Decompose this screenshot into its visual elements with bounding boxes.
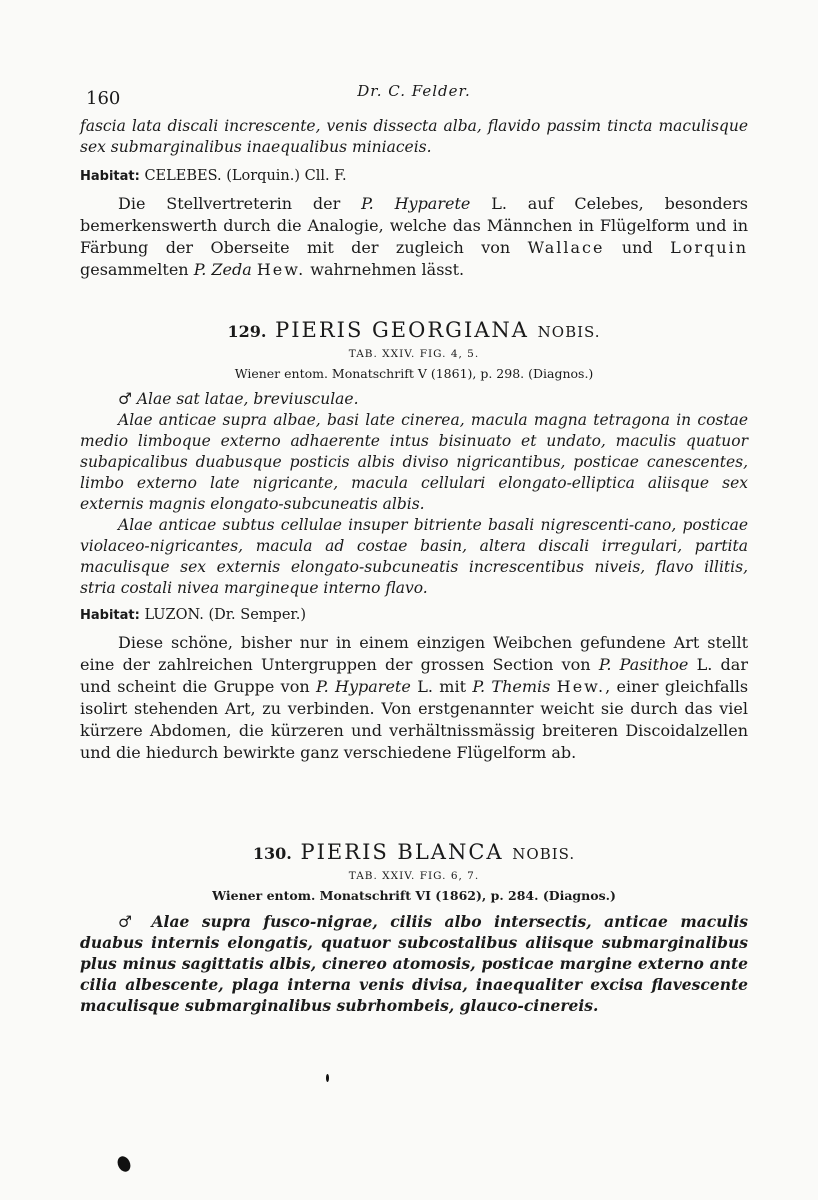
species-author: NOBIS. bbox=[512, 845, 576, 863]
species-heading bbox=[80, 840, 748, 864]
german-commentary: Diese schöne, bisher nur in einem einzigen Weibchen gefundene Art stellt eine der zahlreichen Untergruppen der grossen Section von P. Pasithoe L. dar und scheint die Gruppe von P. Hyparete L. mit P. Themis Hew., einer gleichfalls isolirt stehenden Art, zu verbinden. Von erstgenannter weicht sie durch das viel kürzere Abdomen, die kürzeren und verhältnissmässig breiteren Discoidalzellen und die hiedurch bewirkte ganz verschiedene Flügelform ab. bbox=[80, 633, 749, 762]
species-author: NOBIS. bbox=[537, 323, 601, 341]
latin-diagnosis-upperside: Alae anticae supra albae, basi late cinerea, macula magna tetragona in costae medio limboque externo adhaerente intus bisinuato et undato, maculis quatuor subapicalibus duabusque posticis albis diviso nigricantibus, posticae canescentes, limbo externo late nigricante, macula cellulari elongato-elliptica aliisque sex externis magnis elongato-subcuneatis albis. bbox=[80, 411, 748, 513]
species-heading bbox=[80, 318, 748, 342]
habitat-collector: (Dr. Semper.) bbox=[208, 607, 307, 623]
habitat-place: LUZON. bbox=[144, 607, 204, 623]
page-header bbox=[80, 82, 748, 112]
species-entry-129 bbox=[80, 318, 748, 764]
running-head: Dr. C. Felder. bbox=[357, 82, 471, 100]
citation: Wiener entom. Monatschrift V (1861), p. 298. (Diagnos.) bbox=[234, 366, 594, 381]
scan-speck bbox=[326, 1074, 329, 1082]
latin-diagnosis: ♂ Alae supra fusco-nigrae, ciliis albo intersectis, anticae maculis duabus internis elongatis, quatuor subcostalibus aliisque submarginalibus plus minus sagittatis albis, cinereo atomosis, posticae margine externo ante cilia albescente, plaga interna venis divisa, inaequaliter excisa flavescente maculisque submarginalibus subrhombeis, glauco-cinereis. bbox=[80, 912, 748, 1015]
previous-entry bbox=[80, 116, 748, 281]
plate-reference: TAB. XXIV. FIG. 6, 7. bbox=[348, 870, 480, 882]
habitat-label: Habitat: bbox=[80, 169, 140, 184]
ink-blot bbox=[115, 1154, 133, 1174]
habitat-label: Habitat: bbox=[80, 608, 140, 623]
species-name: PIERIS GEORGIANA bbox=[275, 318, 529, 342]
male-symbol-icon: ♂ bbox=[118, 912, 140, 931]
german-commentary: Die Stellvertreterin der P. Hyparete L. auf Celebes, besonders bemerkenswerth durch die Analogie, welche das Männchen in Flügelform und in Färbung der Oberseite mit der zugleich von Wallace und Lorquin gesammelten P. Zeda Hew. wahrnehmen lässt. bbox=[80, 194, 749, 279]
species-number: 129. bbox=[227, 322, 267, 341]
plate-reference: TAB. XXIV. FIG. 4, 5. bbox=[348, 348, 480, 360]
habitat-collector: (Lorquin.) Cll. F. bbox=[226, 168, 347, 184]
male-symbol-icon: ♂ bbox=[118, 390, 132, 408]
species-name: PIERIS BLANCA bbox=[300, 840, 504, 864]
habitat-place: CELEBES. bbox=[144, 168, 222, 184]
citation: Wiener entom. Monatschrift VI (1862), p. 284. (Diagnos.) bbox=[212, 888, 616, 903]
page-number: 160 bbox=[86, 88, 121, 109]
latin-diagnosis-underside: Alae anticae subtus cellulae insuper bitriente basali nigrescenti-cano, posticae violaceo-nigricantes, macula ad costae basin, altera discali irregulari, partita maculisque sex externis elongato-subcuneatis increscentibus niveis, flavo illitis, stria costali nivea margineque interno flavo. bbox=[80, 516, 748, 597]
species-entry-130 bbox=[80, 840, 748, 1016]
latin-diagnosis-intro: ♂ Alae sat latae, breviusculae. bbox=[118, 390, 359, 408]
habitat-line bbox=[80, 605, 748, 626]
habitat-line bbox=[80, 166, 748, 187]
species-number: 130. bbox=[252, 844, 292, 863]
latin-description-tail: fascia lata discali increscente, venis dissecta alba, flavido passim tincta maculisque sex submarginalibus inaequalibus miniaceis. bbox=[80, 117, 748, 156]
